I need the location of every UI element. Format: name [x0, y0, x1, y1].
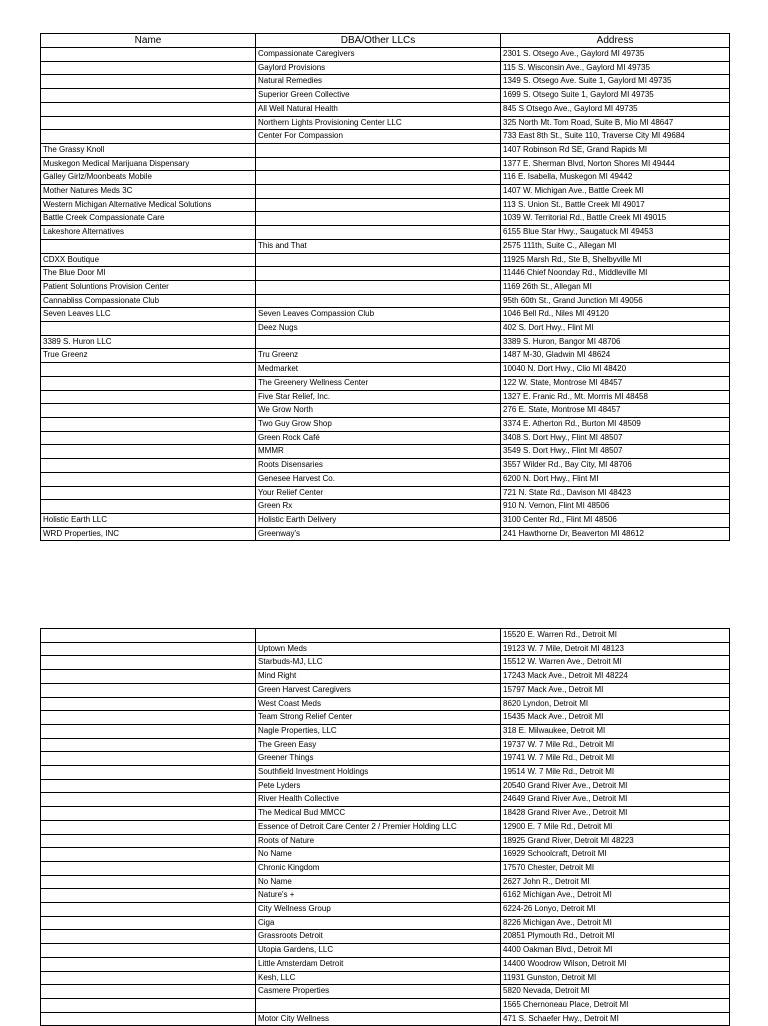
dba-cell: The Medical Bud MMCC	[256, 807, 501, 821]
dba-cell	[256, 226, 501, 240]
dba-cell: Chronic Kingdom	[256, 861, 501, 875]
name-cell: Patient Soluntions Provision Center	[41, 280, 256, 294]
name-cell	[41, 102, 256, 116]
table-row	[41, 889, 730, 903]
address-cell: 6155 Blue Star Hwy., Saugatuck MI 49453	[501, 226, 730, 240]
name-cell	[41, 61, 256, 75]
address-cell: 20851 Plymouth Rd., Detroit MI	[501, 930, 730, 944]
name-cell	[41, 363, 256, 377]
table-row	[41, 985, 730, 999]
name-cell: Battle Creek Compassionate Care	[41, 212, 256, 226]
dba-cell: Genesee Harvest Co.	[256, 472, 501, 486]
address-cell: 3374 E. Atherton Rd., Burton MI 48509	[501, 417, 730, 431]
dba-cell: Casmere Properties	[256, 985, 501, 999]
name-cell	[41, 697, 256, 711]
address-cell: 11925 Marsh Rd., Ste B, Shelbyville MI	[501, 253, 730, 267]
name-cell	[41, 472, 256, 486]
table-row	[41, 500, 730, 514]
table-row	[41, 861, 730, 875]
table-row	[41, 185, 730, 199]
dba-cell	[256, 253, 501, 267]
dba-cell	[256, 280, 501, 294]
dba-cell: No Name	[256, 875, 501, 889]
dba-cell: Center For Compassion	[256, 130, 501, 144]
address-cell: 18925 Grand River, Detroit MI 48223	[501, 834, 730, 848]
address-cell: 1349 S. Otsego Ave. Suite 1, Gaylord MI 49735	[501, 75, 730, 89]
name-cell	[41, 445, 256, 459]
table-row	[41, 445, 730, 459]
address-cell: 2575 111th, Suite C., Allegan MI	[501, 239, 730, 253]
table-row	[41, 670, 730, 684]
table-row	[41, 322, 730, 336]
table-row	[41, 998, 730, 1012]
address-cell: 318 E. Milwaukee, Detroit MI	[501, 724, 730, 738]
address-cell: 1487 M-30, Gladwin MI 48624	[501, 349, 730, 363]
dba-cell: Little Amsterdam Detroit	[256, 957, 501, 971]
dba-cell	[256, 171, 501, 185]
address-cell: 8226 Michigan Ave., Detroit MI	[501, 916, 730, 930]
address-cell: 5820 Nevada, Detroit MI	[501, 985, 730, 999]
table-row	[41, 75, 730, 89]
table-row	[41, 807, 730, 821]
name-cell	[41, 752, 256, 766]
address-cell: 16929 Schoolcraft, Detroit MI	[501, 848, 730, 862]
address-cell: 845 S Otsego Ave., Gaylord MI 49735	[501, 102, 730, 116]
dba-cell: Holistic Earth Delivery	[256, 513, 501, 527]
address-cell: 402 S. Dort Hwy., Flint MI	[501, 322, 730, 336]
name-cell	[41, 724, 256, 738]
table-row	[41, 61, 730, 75]
name-cell: Seven Leaves LLC	[41, 308, 256, 322]
address-cell: 116 E. Isabella, Muskegon MI 49442	[501, 171, 730, 185]
address-cell: 115 S. Wisconsin Ave., Gaylord MI 49735	[501, 61, 730, 75]
dba-cell: Roots of Nature	[256, 834, 501, 848]
dba-cell: Kesh, LLC	[256, 971, 501, 985]
dba-cell: Nature's +	[256, 889, 501, 903]
address-cell: 20540 Grand River Ave., Detroit MI	[501, 779, 730, 793]
dba-cell: Greenway's	[256, 527, 501, 541]
name-cell: Lakeshore Alternatives	[41, 226, 256, 240]
name-cell	[41, 848, 256, 862]
name-cell	[41, 971, 256, 985]
table-row	[41, 793, 730, 807]
name-cell	[41, 889, 256, 903]
address-cell: 1407 Robinson Rd SE, Grand Rapids MI	[501, 143, 730, 157]
table-row	[41, 417, 730, 431]
name-cell	[41, 376, 256, 390]
table-row	[41, 226, 730, 240]
name-cell	[41, 431, 256, 445]
address-cell: 1046 Bell Rd., Niles MI 49120	[501, 308, 730, 322]
name-cell	[41, 807, 256, 821]
table-row	[41, 198, 730, 212]
table-row	[41, 903, 730, 917]
name-cell	[41, 239, 256, 253]
table-row	[41, 629, 730, 643]
address-cell: 276 E. State, Montrose MI 48457	[501, 404, 730, 418]
name-cell	[41, 820, 256, 834]
name-cell: The Grassy Knoll	[41, 143, 256, 157]
dba-cell: Superior Green Collective	[256, 89, 501, 103]
table-row	[41, 253, 730, 267]
table-row	[41, 527, 730, 541]
table-row	[41, 431, 730, 445]
dba-cell: Northern Lights Provisioning Center LLC	[256, 116, 501, 130]
name-cell	[41, 944, 256, 958]
name-cell	[41, 916, 256, 930]
table-row	[41, 363, 730, 377]
name-cell: WRD Properties, INC	[41, 527, 256, 541]
name-cell	[41, 500, 256, 514]
dba-cell: Essence of Detroit Care Center 2 / Premier Holding LLC	[256, 820, 501, 834]
address-cell: 325 North Mt. Tom Road, Suite B, Mio MI 48647	[501, 116, 730, 130]
dispensary-table-bottom	[40, 628, 730, 1026]
dba-cell	[256, 267, 501, 281]
dba-cell: Compassionate Caregivers	[256, 48, 501, 62]
dba-cell: Medmarket	[256, 363, 501, 377]
name-cell	[41, 903, 256, 917]
table-row	[41, 294, 730, 308]
dba-cell	[256, 629, 501, 643]
table-row	[41, 48, 730, 62]
table-row	[41, 944, 730, 958]
dba-cell: Green Rock Café	[256, 431, 501, 445]
dba-cell	[256, 143, 501, 157]
table-row	[41, 157, 730, 171]
dispensary-table-top	[40, 33, 730, 541]
table-row	[41, 656, 730, 670]
name-cell	[41, 683, 256, 697]
address-cell: 14400 Woodrow Wilson, Detroit MI	[501, 957, 730, 971]
name-cell: Muskegon Medical Marijuana Dispensary	[41, 157, 256, 171]
table-row	[41, 130, 730, 144]
table-row	[41, 308, 730, 322]
address-cell: 12900 E. 7 Mile Rd., Detroit MI	[501, 820, 730, 834]
address-cell: 18428 Grand River Ave., Detroit MI	[501, 807, 730, 821]
table-row	[41, 779, 730, 793]
name-column-header: Name	[41, 34, 256, 48]
table-row	[41, 724, 730, 738]
table-row	[41, 848, 730, 862]
name-cell	[41, 957, 256, 971]
dba-cell: Green Harvest Caregivers	[256, 683, 501, 697]
address-cell: 471 S. Schaefer Hwy., Detroit MI	[501, 1012, 730, 1026]
dba-cell: MMMR	[256, 445, 501, 459]
address-cell: 721 N. State Rd., Davison MI 48423	[501, 486, 730, 500]
address-cell: 15797 Mack Ave., Detroit MI	[501, 683, 730, 697]
address-cell: 10040 N. Dort Hwy., Clio MI 48420	[501, 363, 730, 377]
table-row	[41, 143, 730, 157]
dba-cell: City Wellness Group	[256, 903, 501, 917]
address-column-header: Address	[501, 34, 730, 48]
name-cell: Cannabliss Compassionate Club	[41, 294, 256, 308]
name-cell	[41, 793, 256, 807]
address-cell: 11446 Chief Noonday Rd., Middleville MI	[501, 267, 730, 281]
table-row	[41, 766, 730, 780]
dba-cell: Green Rx	[256, 500, 501, 514]
dba-cell: Natural Remedies	[256, 75, 501, 89]
table-row	[41, 404, 730, 418]
name-cell: Holistic Earth LLC	[41, 513, 256, 527]
address-cell: 3389 S. Huron, Bangor MI 48706	[501, 335, 730, 349]
dba-cell: Two Guy Grow Shop	[256, 417, 501, 431]
dba-cell	[256, 198, 501, 212]
table-row	[41, 239, 730, 253]
dba-cell: Mind Right	[256, 670, 501, 684]
dba-cell	[256, 185, 501, 199]
table-row	[41, 335, 730, 349]
name-cell	[41, 322, 256, 336]
table-row	[41, 280, 730, 294]
name-cell	[41, 861, 256, 875]
address-cell: 1327 E. Franic Rd., Mt. Morrris MI 48458	[501, 390, 730, 404]
table-row	[41, 102, 730, 116]
dba-cell: West Coast Meds	[256, 697, 501, 711]
dba-cell	[256, 294, 501, 308]
dba-cell: The Green Easy	[256, 738, 501, 752]
name-cell	[41, 656, 256, 670]
table-row	[41, 697, 730, 711]
dba-cell: Nagle Properties, LLC	[256, 724, 501, 738]
table-row	[41, 212, 730, 226]
table-row	[41, 875, 730, 889]
table-bottom-body	[41, 629, 730, 1026]
address-cell: 4400 Oakman Blvd., Detroit MI	[501, 944, 730, 958]
address-cell: 19741 W. 7 Mile Rd., Detroit MI	[501, 752, 730, 766]
name-cell	[41, 711, 256, 725]
name-cell	[41, 998, 256, 1012]
table-top-body	[41, 48, 730, 541]
address-cell: 1039 W. Territorial Rd., Battle Creek MI 49015	[501, 212, 730, 226]
dba-cell: Pete Lyders	[256, 779, 501, 793]
address-cell: 1699 S. Otsego Suite 1, Gaylord MI 49735	[501, 89, 730, 103]
address-cell: 122 W. State, Montrose MI 48457	[501, 376, 730, 390]
name-cell: Mother Natures Meds 3C	[41, 185, 256, 199]
name-cell	[41, 486, 256, 500]
dba-cell: The Greenery Wellness Center	[256, 376, 501, 390]
address-cell: 113 S. Union St., Battle Creek MI 49017	[501, 198, 730, 212]
dba-cell: Your Relief Center	[256, 486, 501, 500]
name-cell	[41, 89, 256, 103]
address-cell: 19737 W. 7 Mile Rd., Detroit MI	[501, 738, 730, 752]
table-row	[41, 472, 730, 486]
name-cell	[41, 417, 256, 431]
dba-cell: River Health Collective	[256, 793, 501, 807]
address-cell: 3557 Wilder Rd., Bay City, MI 48706	[501, 459, 730, 473]
address-cell: 6224-26 Lonyo, Detroit MI	[501, 903, 730, 917]
name-cell	[41, 404, 256, 418]
table-row	[41, 642, 730, 656]
address-cell: 910 N. Vernon, Flint MI 48506	[501, 500, 730, 514]
dba-cell: This and That	[256, 239, 501, 253]
table-row	[41, 957, 730, 971]
dba-cell: Seven Leaves Compassion Club	[256, 308, 501, 322]
table-row	[41, 349, 730, 363]
table-row	[41, 820, 730, 834]
address-cell: 19123 W. 7 Mile, Detroit MI 48123	[501, 642, 730, 656]
address-cell: 8620 Lyndon, Detroit MI	[501, 697, 730, 711]
dba-cell: Uptown Meds	[256, 642, 501, 656]
dba-cell	[256, 157, 501, 171]
name-cell: True Greenz	[41, 349, 256, 363]
table-row	[41, 930, 730, 944]
table-row	[41, 376, 730, 390]
table-row	[41, 738, 730, 752]
address-cell: 19514 W. 7 Mile Rd., Detroit MI	[501, 766, 730, 780]
table-row	[41, 711, 730, 725]
dba-cell	[256, 212, 501, 226]
table-row	[41, 513, 730, 527]
table-row	[41, 834, 730, 848]
address-cell: 15520 E. Warren Rd., Detroit MI	[501, 629, 730, 643]
name-cell: 3389 S. Huron LLC	[41, 335, 256, 349]
name-cell: The Blue Door MI	[41, 267, 256, 281]
table-row	[41, 89, 730, 103]
dba-column-header: DBA/Other LLCs	[256, 34, 501, 48]
address-cell: 95th 60th St., Grand Junction MI 49056	[501, 294, 730, 308]
address-cell: 733 East 8th St., Suite 110, Traverse City MI 49684	[501, 130, 730, 144]
dba-cell: We Grow North	[256, 404, 501, 418]
address-cell: 11931 Gunston, Detroit MI	[501, 971, 730, 985]
table-row	[41, 390, 730, 404]
address-cell: 2301 S. Otsego Ave., Gaylord MI 49735	[501, 48, 730, 62]
address-cell: 1377 E. Sherman Blvd, Norton Shores MI 49444	[501, 157, 730, 171]
address-cell: 17243 Mack Ave., Detroit MI 48224	[501, 670, 730, 684]
dba-cell: Tru Greenz	[256, 349, 501, 363]
name-cell: Galley Girlz/Moonbeats Mobile	[41, 171, 256, 185]
table-row	[41, 752, 730, 766]
dba-cell	[256, 998, 501, 1012]
address-cell: 1407 W. Michigan Ave., Battle Creek MI	[501, 185, 730, 199]
table-row	[41, 971, 730, 985]
dba-cell	[256, 335, 501, 349]
dba-cell: Gaylord Provisions	[256, 61, 501, 75]
dba-cell: Southfield Investment Holdings	[256, 766, 501, 780]
dba-cell: No Name	[256, 848, 501, 862]
address-cell: 15435 Mack Ave., Detroit MI	[501, 711, 730, 725]
address-cell: 241 Hawthorne Dr, Beaverton MI 48612	[501, 527, 730, 541]
name-cell: CDXX Boutique	[41, 253, 256, 267]
name-cell	[41, 930, 256, 944]
address-cell: 3549 S. Dort Hwy., Flint MI 48507	[501, 445, 730, 459]
dba-cell: Roots Disensaries	[256, 459, 501, 473]
address-cell: 24649 Grand River Ave., Detroit MI	[501, 793, 730, 807]
table-row	[41, 916, 730, 930]
name-cell: Western Michigan Alternative Medical Solutions	[41, 198, 256, 212]
table-row	[41, 171, 730, 185]
name-cell	[41, 48, 256, 62]
address-cell: 1565 Chernoneau Place, Detroit MI	[501, 998, 730, 1012]
address-cell: 3100 Center Rd., Flint MI 48506	[501, 513, 730, 527]
table-row	[41, 486, 730, 500]
name-cell	[41, 130, 256, 144]
address-cell: 2627 John R., Detroit MI	[501, 875, 730, 889]
address-cell: 17570 Chester, Detroit MI	[501, 861, 730, 875]
dba-cell: All Well Natural Health	[256, 102, 501, 116]
dba-cell: Motor City Wellness	[256, 1012, 501, 1026]
address-cell: 15512 W. Warren Ave., Detroit MI	[501, 656, 730, 670]
name-cell	[41, 670, 256, 684]
header-row	[41, 34, 730, 48]
table-row	[41, 267, 730, 281]
name-cell	[41, 985, 256, 999]
address-cell: 3408 S. Dort Hwy., Flint MI 48507	[501, 431, 730, 445]
address-cell: 6200 N. Dort Hwy., Flint MI	[501, 472, 730, 486]
address-cell: 1169 26th St., Allegan MI	[501, 280, 730, 294]
name-cell	[41, 642, 256, 656]
name-cell	[41, 766, 256, 780]
dba-cell: Grassroots Detroit	[256, 930, 501, 944]
name-cell	[41, 116, 256, 130]
name-cell	[41, 779, 256, 793]
name-cell	[41, 390, 256, 404]
name-cell	[41, 738, 256, 752]
dba-cell: Utopia Gardens, LLC	[256, 944, 501, 958]
name-cell	[41, 875, 256, 889]
dba-cell: Deez Nugs	[256, 322, 501, 336]
dba-cell: Starbuds-MJ, LLC	[256, 656, 501, 670]
name-cell	[41, 834, 256, 848]
table-row	[41, 459, 730, 473]
name-cell	[41, 629, 256, 643]
dba-cell: Greener Things	[256, 752, 501, 766]
dba-cell: Five Star Relief, Inc.	[256, 390, 501, 404]
dba-cell: Ciga	[256, 916, 501, 930]
address-cell: 6162 Michigan Ave., Detroit MI	[501, 889, 730, 903]
name-cell	[41, 75, 256, 89]
dba-cell: Team Strong Relief Center	[256, 711, 501, 725]
name-cell	[41, 459, 256, 473]
table-row	[41, 683, 730, 697]
table-row	[41, 116, 730, 130]
